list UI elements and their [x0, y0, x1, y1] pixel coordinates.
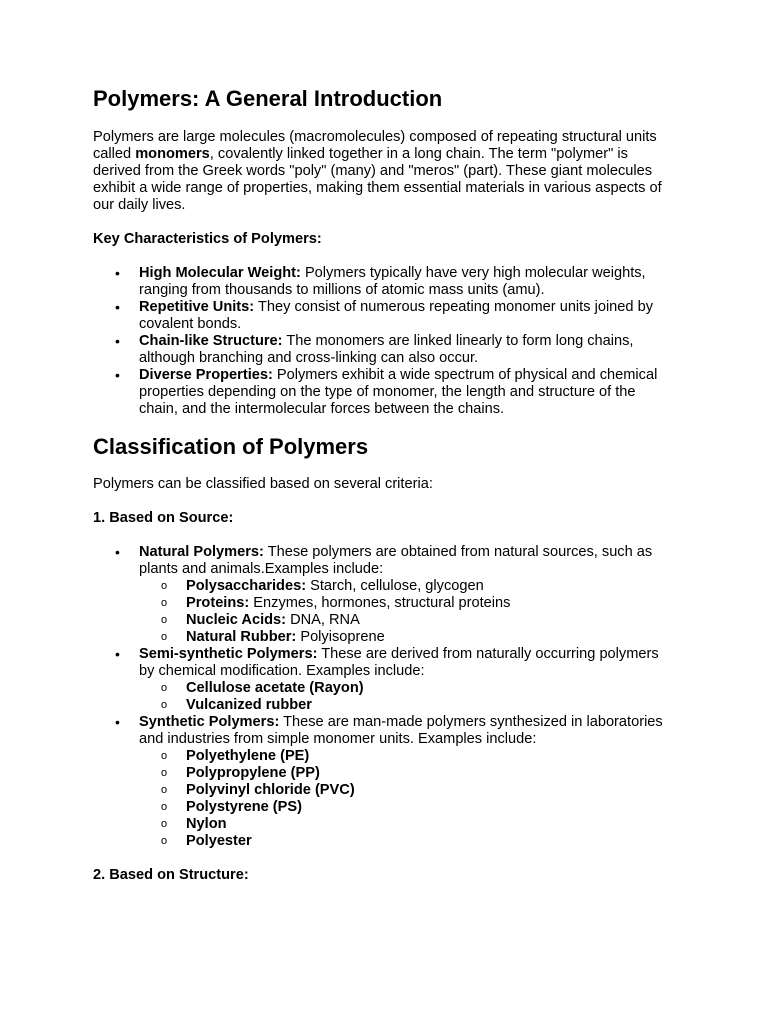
sub-list-item-term: Polyester	[186, 833, 252, 849]
sub-list-item-term: Polysaccharides:	[186, 578, 307, 594]
sub-list-item-text: Polyisoprene	[296, 629, 385, 645]
list-item-term: High Molecular Weight:	[139, 265, 301, 281]
sub-list-item	[139, 680, 668, 697]
list-item-term: Synthetic Polymers:	[139, 714, 280, 730]
intro-paragraph	[93, 129, 668, 214]
list-item-text: The monomers are linked linearly to form long chains, although branching and cross-linking can also occur.	[139, 333, 634, 366]
intro-bold-term: monomers	[135, 146, 210, 162]
sub-list-item	[139, 748, 668, 765]
sub-list-item-term: Polypropylene (PP)	[186, 765, 320, 781]
sub-list-item-term: Polystyrene (PS)	[186, 799, 302, 815]
list-item-text: These are man-made polymers synthesized in laboratories and industries from simple monomer units. Examples include:	[139, 714, 663, 747]
list-item-term: Repetitive Units:	[139, 299, 255, 315]
list-item-text: They consist of numerous repeating monomer units joined by covalent bonds.	[139, 299, 653, 332]
list-item-text: Polymers exhibit a wide spectrum of physical and chemical properties depending on the type of monomer, the length and structure of the chain, and the intermolecular forces between the chains.	[139, 367, 658, 417]
examples-list	[139, 680, 668, 714]
sub-list-item-term: Nucleic Acids:	[186, 612, 287, 628]
list-item	[93, 544, 668, 646]
sub-list-item-term: Polyvinyl chloride (PVC)	[186, 782, 355, 798]
sub-list-item	[139, 833, 668, 850]
sub-list-item	[139, 799, 668, 816]
list-item-term: Chain-like Structure:	[139, 333, 283, 349]
sub-list-item-term: Vulcanized rubber	[186, 697, 312, 713]
list-item	[93, 714, 668, 850]
list-item	[93, 299, 668, 333]
page-title: Polymers: A General Introduction	[93, 86, 443, 111]
sub-list-item-term: Nylon	[186, 816, 227, 832]
examples-list	[139, 748, 668, 850]
list-item-text: Polymers typically have very high molecular weights, ranging from thousands to millions of atomic mass units (amu).	[139, 265, 646, 298]
list-item-term: Semi-synthetic Polymers:	[139, 646, 318, 662]
list-item	[93, 367, 668, 418]
structure-heading: 2. Based on Structure:	[93, 867, 249, 883]
list-item	[93, 646, 668, 714]
section-title: Classification of Polymers	[93, 434, 369, 459]
key-characteristics-heading: Key Characteristics of Polymers:	[93, 231, 322, 247]
sub-list-item-term: Polyethylene (PE)	[186, 748, 310, 764]
list-item-term: Natural Polymers:	[139, 544, 264, 560]
classification-intro: Polymers can be classified based on several criteria:	[93, 476, 433, 492]
source-heading: 1. Based on Source:	[93, 510, 234, 526]
characteristics-list	[93, 265, 668, 418]
sub-list-item	[139, 612, 668, 629]
sub-list-item	[139, 629, 668, 646]
list-item	[93, 265, 668, 299]
sub-list-item	[139, 578, 668, 595]
list-item	[93, 333, 668, 367]
sources-list	[93, 544, 668, 850]
sub-list-item-text: DNA, RNA	[286, 612, 360, 628]
list-item-term: Diverse Properties:	[139, 367, 273, 383]
intro-text-start: Polymers are large molecules (macromolecules) composed of repeating structural units called	[93, 129, 657, 162]
list-item-text: These polymers are obtained from natural sources, such as plants and animals.Examples include:	[139, 544, 653, 577]
list-item-text: These are derived from naturally occurring polymers by chemical modification. Examples include:	[139, 646, 659, 679]
sub-list-item	[139, 782, 668, 799]
examples-list	[139, 578, 668, 646]
sub-list-item-term: Cellulose acetate (Rayon)	[186, 680, 364, 696]
sub-list-item-term: Proteins:	[186, 595, 250, 611]
sub-list-item-term: Natural Rubber:	[186, 629, 297, 645]
intro-text-end: , covalently linked together in a long chain. The term "polymer" is derived from the Greek words "poly" (many) and "meros" (part). These giant molecules exhibit a wide range of properties, making them essential materials in various aspects of our daily lives.	[93, 146, 662, 213]
sub-list-item-text: Starch, cellulose, glycogen	[306, 578, 484, 594]
sub-list-item	[139, 816, 668, 833]
sub-list-item	[139, 765, 668, 782]
sub-list-item-text: Enzymes, hormones, structural proteins	[249, 595, 511, 611]
sub-list-item	[139, 697, 668, 714]
sub-list-item	[139, 595, 668, 612]
